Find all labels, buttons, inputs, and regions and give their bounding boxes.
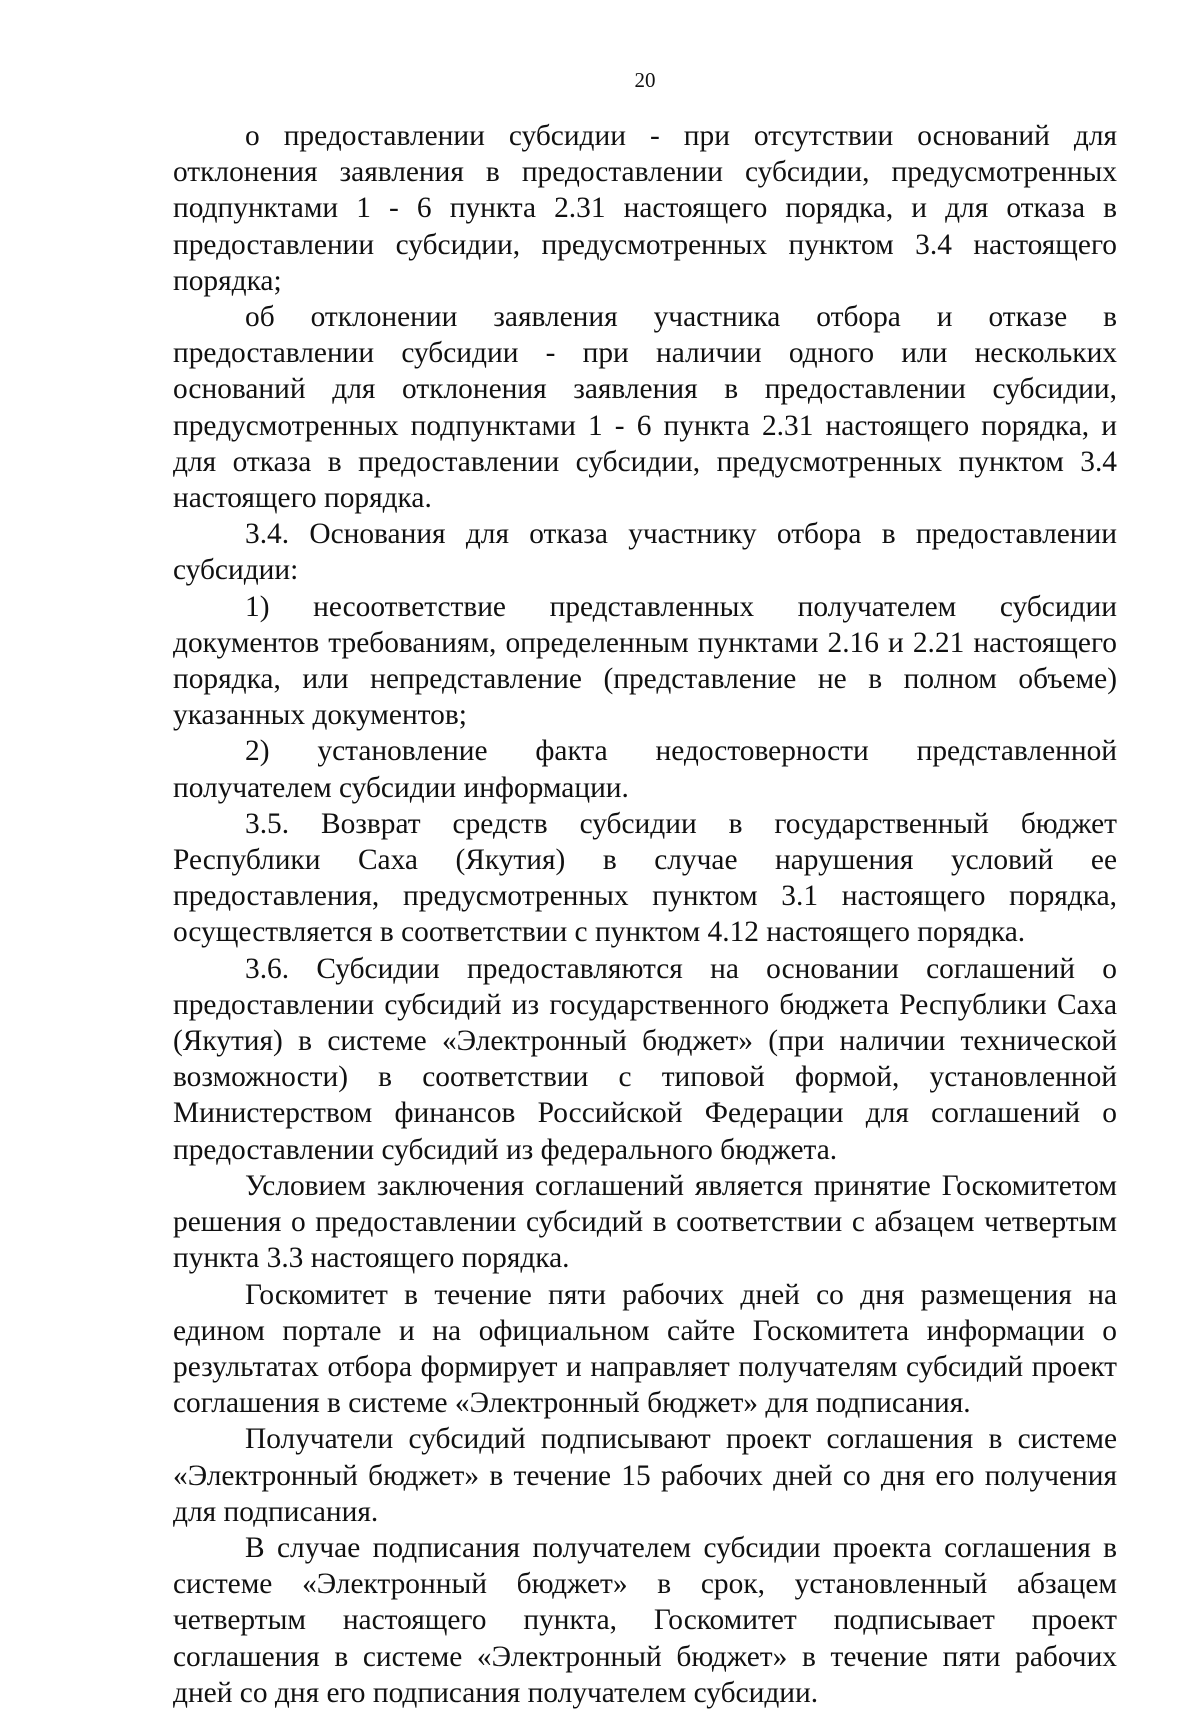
paragraph-3-5: 3.5. Возврат средств субсидии в государственный бюджет Республики Саха (Якутия) в случае нарушения условий ее предоставления, предусмотренных пунктом 3.1 настоящего порядка, осуществляется в соответствии с пунктом 4.12 настоящего порядка. <box>173 807 1117 949</box>
paragraph-3-4-item-1: 1) несоответствие представленных получателем субсидии документов требованиям, определенным пунктами 2.16 и 2.21 настоящего порядка, или непредставление (представление не в полном объеме) указанных документов; <box>173 590 1117 732</box>
paragraph-decision-reject: об отклонении заявления участника отбора и отказе в предоставлении субсидии - при наличии одного или нескольких оснований для отклонения заявления в предоставлении субсидии, предусмотренных подпунктами 1 - 6 пункта 2.31 настоящего порядка, и для отказа в предоставлении субсидии, предусмотренных пунктом 3.4 настоящего порядка. <box>173 301 1117 515</box>
paragraph-agreement-countersign: В случае подписания получателем субсидии проекта соглашения в системе «Электронный бюджет» в срок, установленный абзацем четвертым настоящего пункта, Госкомитет подписывает проект соглашения в системе «Электронный бюджет» в течение пяти рабочих дней со дня его подписания получателем субсидии. <box>173 1531 1117 1709</box>
paragraph-agreement-sending: Госкомитет в течение пяти рабочих дней со дня размещения на едином портале и на официальном сайте Госкомитета информации о результатах отбора формирует и направляет получателям субсидий проект соглашения в системе «Электронный бюджет» для подписания. <box>173 1278 1117 1420</box>
page-number: 20 <box>634 68 656 92</box>
document-body <box>173 118 1117 1711</box>
paragraph-3-6: 3.6. Субсидии предоставляются на основании соглашений о предоставлении субсидий из государственного бюджета Республики Саха (Якутия) в системе «Электронный бюджет» (при наличии технической возможности) в соответствии с типовой формой, установленной Министерством финансов Российской Федерации для соглашений о предоставлении субсидий из федерального бюджета. <box>173 952 1117 1166</box>
paragraph-decision-grant: о предоставлении субсидии - при отсутствии оснований для отклонения заявления в предоставлении субсидии, предусмотренных подпунктами 1 - 6 пункта 2.31 настоящего порядка, и для отказа в предоставлении субсидии, предусмотренных пунктом 3.4 настоящего порядка; <box>173 120 1117 297</box>
paragraph-3-4-item-2: 2) установление факта недостоверности представленной получателем субсидии информации. <box>173 735 1117 804</box>
paragraph-agreement-condition: Условием заключения соглашений является принятие Госкомитетом решения о предоставлении субсидий в соответствии с абзацем четвертым пункта 3.3 настоящего порядка. <box>173 1169 1117 1275</box>
paragraph-3-4-heading: 3.4. Основания для отказа участнику отбора в предоставлении субсидии: <box>173 518 1117 587</box>
paragraph-agreement-signing: Получатели субсидий подписывают проект соглашения в системе «Электронный бюджет» в течение 15 рабочих дней со дня его получения для подписания. <box>173 1423 1117 1528</box>
